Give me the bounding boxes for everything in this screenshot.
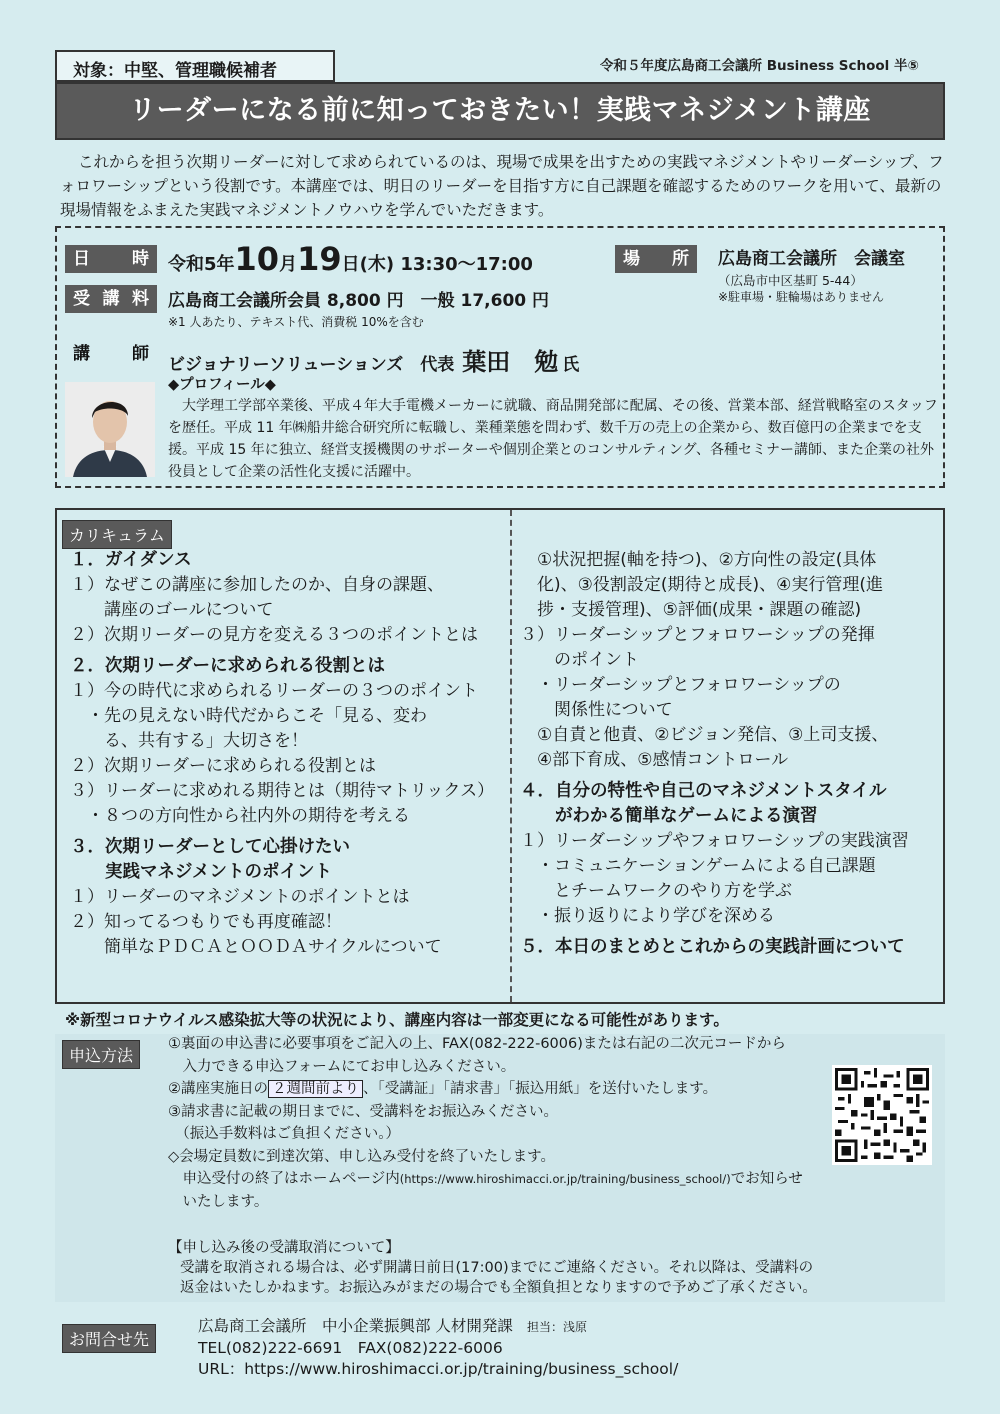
contact-url[interactable]: URL：https://www.hiroshimacci.or.jp/training/business_school/: [198, 1360, 679, 1378]
curriculum-item: とチームワークのやり方を学ぶ: [520, 881, 792, 901]
page-title: リーダーになる前に知っておきたい！実践マネジメント講座: [55, 82, 945, 140]
place-note: ※駐車場・駐輪場はありません: [718, 290, 885, 304]
curriculum-right-column: [520, 548, 940, 960]
place-label: 場 所: [615, 245, 697, 273]
cancellation-line-1: 受講を取消される場合は、必ず開講日前日(17:00)までにご連絡ください。それ以降は、受講料の: [180, 1260, 814, 1276]
curriculum-item: ・リーダーシップとフォロワーシップの: [520, 675, 841, 695]
apply-step-3b: （振込手数料はご負担ください。）: [168, 1126, 400, 1142]
curriculum-item: ２）次期リーダーの見方を変える３つのポイントとは: [70, 625, 478, 645]
instructor-label: 講 師: [73, 344, 149, 364]
curriculum-left-column: [70, 548, 500, 960]
apply-step-2: ②講座実施日の ２週間前より 、「受講証」「請求書」「振込用紙」を送付いたします。: [168, 1081, 718, 1097]
homepage-link[interactable]: (https://www.hiroshimacci.or.jp/training/business_school/): [399, 1172, 731, 1186]
fee-label: 受 講 料: [65, 285, 157, 313]
profile-text: 大学理工学部卒業後、平成４年大手電機メーカーに就職、商品開発部に配属、その後、営業本部、経営戦略室のスタッフを歴任。平成 11 年㈱船井総合研究所に転職し、業種業態を問わず、数千万の売上の企業から、数百億円の企業までを支援。平成 15 年に独立、経営支援機関のサポーターや個別企業とのコンサルティング、各種セミナー講師、また企業の社外役員として企業の活性化支援に活躍中。: [168, 398, 938, 480]
curriculum-item: ・先の見えない時代だからこそ「見る、変わ: [70, 706, 427, 726]
apply-end-notice-b: いたします。: [168, 1193, 269, 1210]
curriculum-divider: [510, 510, 512, 1002]
curriculum-item: １）リーダーのマネジメントのポイントとは: [70, 887, 410, 907]
curriculum-item: ２）知ってるつもりでも再度確認！: [70, 912, 342, 932]
apply-step-1: ①裏面の申込書に必要事項をご記入の上、FAX(082-222-6006)または右記の二次元コードから: [168, 1036, 786, 1052]
curriculum-item: 捗・支援管理)、⑤評価(成果・課題の確認): [520, 600, 862, 620]
apply-end-notice: 申込受付の終了はホームページ内(https://www.hiroshimacci.or.jp/training/business_school/)でお知らせ: [168, 1171, 803, 1187]
curriculum-heading: ４．自分の特性や自己のマネジメントスタイル: [520, 781, 887, 801]
profile-heading: ◆プロフィール◆: [168, 377, 276, 393]
instructor-photo: [65, 382, 155, 477]
curriculum-heading: ２．次期リーダーに求められる役割とは: [70, 656, 385, 676]
curriculum-item: 簡単なＰＤＣＡとＯＯＤＡサイクルについて: [70, 937, 442, 957]
apply-step-3: ③請求書に記載の期日までに、受講料をお振込みください。: [168, 1103, 558, 1120]
curriculum-heading: がわかる簡単なゲームによる演習: [520, 806, 818, 826]
curriculum-item: 講座のゴールについて: [70, 600, 274, 620]
contact-phone: TEL(082)222-6691 FAX(082)222-6006: [198, 1339, 503, 1357]
date-label: 日 時: [65, 245, 157, 273]
qr-code-icon: [835, 1068, 929, 1162]
apply-label: 申込方法: [62, 1040, 140, 1069]
place-name: 広島商工会議所 会議室: [718, 249, 905, 269]
event-date: 令和5年10月19日(木) 13:30～17:00: [168, 240, 533, 278]
curriculum-item: ・８つの方向性から社内外の期待を考える: [70, 806, 410, 826]
curriculum-heading: ５．本日のまとめとこれからの実践計画について: [520, 937, 905, 957]
curriculum-label: カリキュラム: [62, 520, 172, 549]
place-address: （広島市中区基町 5-44）: [718, 273, 863, 288]
curriculum-item: ④部下育成、⑤感情コントロール: [520, 750, 789, 770]
fee-note: ※1 人あたり、テキスト代、消費税 10%を含む: [168, 315, 424, 329]
curriculum-item: ３）リーダーに求めれる期待とは（期待マトリックス）: [70, 781, 495, 801]
contact-info: [198, 1316, 678, 1380]
curriculum-item: 関係性について: [520, 700, 673, 720]
curriculum-item: ２）次期リーダーに求められる役割とは: [70, 756, 376, 776]
curriculum-item: ・コミュニケーションゲームによる自己課題: [520, 856, 876, 876]
target-audience: 対象：中堅、管理職候補者: [55, 50, 335, 82]
curriculum-heading: ３．次期リーダーとして心掛けたい: [70, 837, 350, 857]
curriculum-item: １）今の時代に求められるリーダーの３つのポイント: [70, 681, 478, 701]
apply-step-1b: 入力できる申込フォームにてお申し込みください。: [168, 1058, 516, 1075]
contact-org-line: 広島商工会議所 中小企業振興部 人材開発課 担当：浅原: [198, 1317, 587, 1335]
curriculum-heading: １．ガイダンス: [70, 550, 192, 570]
notice: ※新型コロナウイルス感染拡大等の状況により、講座内容は一部変更になる可能性があります。: [65, 1011, 729, 1029]
fee-amounts: 広島商工会議所会員 8,800 円 一般 17,600 円: [168, 291, 550, 311]
curriculum-item: のポイント: [520, 650, 639, 670]
cancellation-line-2: 返金はいたしかねます。お振込みがまだの場合でも全額負担となりますので予めご了承ください。: [180, 1280, 817, 1296]
apply-instructions: [168, 1033, 948, 1213]
cancellation-heading: 【申し込み後の受講取消について】: [168, 1240, 400, 1256]
curriculum-item: 化)、③役割設定(期待と成長)、④実行管理(進: [520, 575, 884, 595]
curriculum-item: る、共有する」大切さを！: [70, 731, 308, 751]
series-label: 令和５年度広島商工会議所 Business School 半⑤: [600, 58, 919, 74]
cancellation-policy: [168, 1238, 948, 1298]
curriculum-heading: 実践マネジメントのポイント: [70, 862, 332, 882]
portrait-icon: [65, 382, 155, 477]
curriculum-item: １）リーダーシップやフォロワーシップの実践演習: [520, 831, 909, 851]
instructor: ビジョナリーソリューションズ 代表 葉田 勉 氏: [168, 348, 580, 376]
qr-code[interactable]: [832, 1065, 932, 1165]
intro-text: これからを担う次期リーダーに対して求められているのは、現場で成果を出すための実践マネジメントやリーダーシップ、フォロワーシップという役割です。本講座では、明日のリーダーを目指す方に自己課題を確認するためのワークを用いて、最新の現場情報をふまえた実践マネジメントノウハウを学んでいただきます。: [60, 153, 944, 219]
apply-capacity: ◇会場定員数に到達次第、申し込み受付を終了いたします。: [168, 1148, 555, 1165]
contact-label: お問合せ先: [62, 1324, 156, 1353]
curriculum-item: ３）リーダーシップとフォロワーシップの発揮: [520, 625, 875, 645]
curriculum-item: ・振り返りにより学びを深める: [520, 906, 775, 926]
curriculum-item: ①自責と他責、②ビジョン発信、③上司支援、: [520, 725, 889, 745]
curriculum-item: ①状況把握(軸を持つ)、②方向性の設定(具体: [520, 550, 877, 570]
curriculum-item: １）なぜこの講座に参加したのか、自身の課題、: [70, 575, 444, 595]
